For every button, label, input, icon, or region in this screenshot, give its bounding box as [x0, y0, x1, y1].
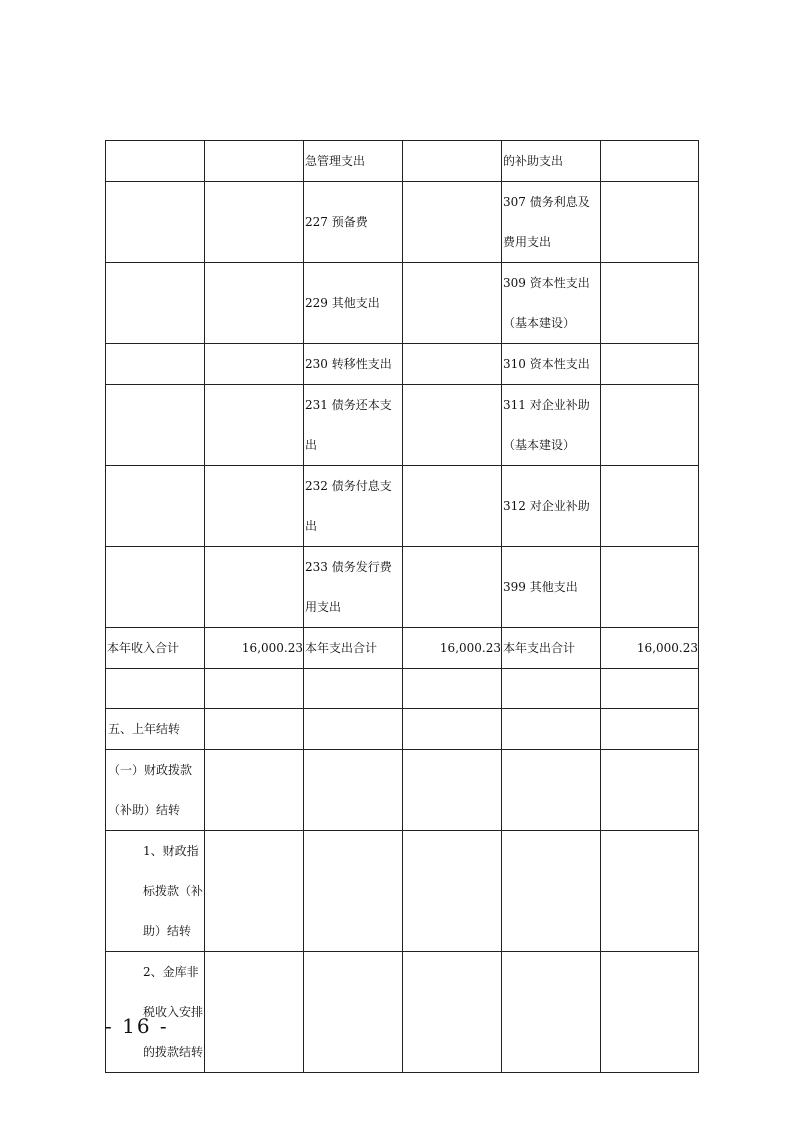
table-cell — [403, 831, 502, 952]
table-cell: 231 债务还本支出 — [304, 385, 403, 466]
table-row — [106, 141, 699, 182]
table-cell — [205, 263, 304, 344]
table-cell — [601, 466, 699, 547]
table-cell — [403, 750, 502, 831]
table-cell — [403, 709, 502, 750]
table-row — [106, 952, 699, 1073]
table-row — [106, 547, 699, 628]
table-cell — [106, 385, 205, 466]
table-cell — [601, 547, 699, 628]
table-cell — [106, 141, 205, 182]
table-cell — [106, 182, 205, 263]
table-cell — [205, 547, 304, 628]
table-cell — [502, 831, 601, 952]
table-cell: 307 债务利息及费用支出 — [502, 182, 601, 263]
table-cell — [403, 344, 502, 385]
table-cell — [304, 952, 403, 1073]
table-cell: 229 其他支出 — [304, 263, 403, 344]
table-cell — [601, 709, 699, 750]
table-cell — [205, 385, 304, 466]
table-cell: 230 转移性支出 — [304, 344, 403, 385]
table-cell — [403, 669, 502, 709]
income-total-label: 本年收入合计 — [106, 628, 205, 669]
table-cell: 1、财政指标拨款（补助）结转 — [106, 831, 205, 952]
table-cell: 310 资本性支出 — [502, 344, 601, 385]
table-cell — [304, 750, 403, 831]
table-row — [106, 709, 699, 750]
table-cell — [304, 709, 403, 750]
table-cell: 急管理支出 — [304, 141, 403, 182]
table-cell — [205, 182, 304, 263]
table-cell — [403, 263, 502, 344]
table-row-totals — [106, 628, 699, 669]
table-cell — [601, 263, 699, 344]
table-cell — [403, 182, 502, 263]
table-cell — [106, 669, 205, 709]
table-cell — [106, 344, 205, 385]
table-row — [106, 385, 699, 466]
table-row — [106, 344, 699, 385]
table-cell: 312 对企业补助 — [502, 466, 601, 547]
table-cell — [403, 141, 502, 182]
table-cell — [304, 831, 403, 952]
table-cell: 233 债务发行费用支出 — [304, 547, 403, 628]
table-cell — [601, 385, 699, 466]
table-row — [106, 669, 699, 709]
table-row — [106, 750, 699, 831]
table-cell — [502, 669, 601, 709]
table-cell — [601, 831, 699, 952]
table-cell — [205, 831, 304, 952]
table-cell — [601, 182, 699, 263]
table-cell — [502, 750, 601, 831]
table-cell — [106, 547, 205, 628]
table-cell — [205, 709, 304, 750]
page-number: - 16 - — [105, 1014, 169, 1038]
table-row — [106, 182, 699, 263]
table-cell — [601, 141, 699, 182]
table-cell — [205, 750, 304, 831]
table-cell: 的补助支出 — [502, 141, 601, 182]
table-cell — [502, 952, 601, 1073]
table-cell — [106, 263, 205, 344]
table-cell: 227 预备费 — [304, 182, 403, 263]
table-row — [106, 263, 699, 344]
table-cell — [205, 141, 304, 182]
table-cell: 232 债务付息支出 — [304, 466, 403, 547]
table-cell — [601, 952, 699, 1073]
expense-total-label: 本年支出合计 — [502, 628, 601, 669]
table-cell — [205, 344, 304, 385]
table-cell — [205, 952, 304, 1073]
table-cell — [205, 466, 304, 547]
table-row — [106, 466, 699, 547]
table-cell — [502, 709, 601, 750]
table-cell — [403, 466, 502, 547]
expense-total-label: 本年支出合计 — [304, 628, 403, 669]
expense-total-value: 16,000.23 — [403, 628, 502, 669]
table-row — [106, 831, 699, 952]
expense-total-value: 16,000.23 — [601, 628, 699, 669]
table-cell — [106, 466, 205, 547]
table-cell — [403, 952, 502, 1073]
table-cell: （一）财政拨款（补助）结转 — [106, 750, 205, 831]
table-cell — [403, 385, 502, 466]
table-cell: 399 其他支出 — [502, 547, 601, 628]
table-cell — [601, 344, 699, 385]
table-cell — [205, 669, 304, 709]
table-cell — [304, 669, 403, 709]
budget-table — [105, 140, 699, 1073]
table-cell: 309 资本性支出（基本建设） — [502, 263, 601, 344]
table-cell: 311 对企业补助（基本建设） — [502, 385, 601, 466]
table-cell — [601, 750, 699, 831]
table-cell — [403, 547, 502, 628]
table-cell: 2、金库非税收入安排的拨款结转 — [106, 952, 205, 1073]
table-cell — [601, 669, 699, 709]
income-total-value: 16,000.23 — [205, 628, 304, 669]
section-heading-cell: 五、上年结转 — [106, 709, 205, 750]
